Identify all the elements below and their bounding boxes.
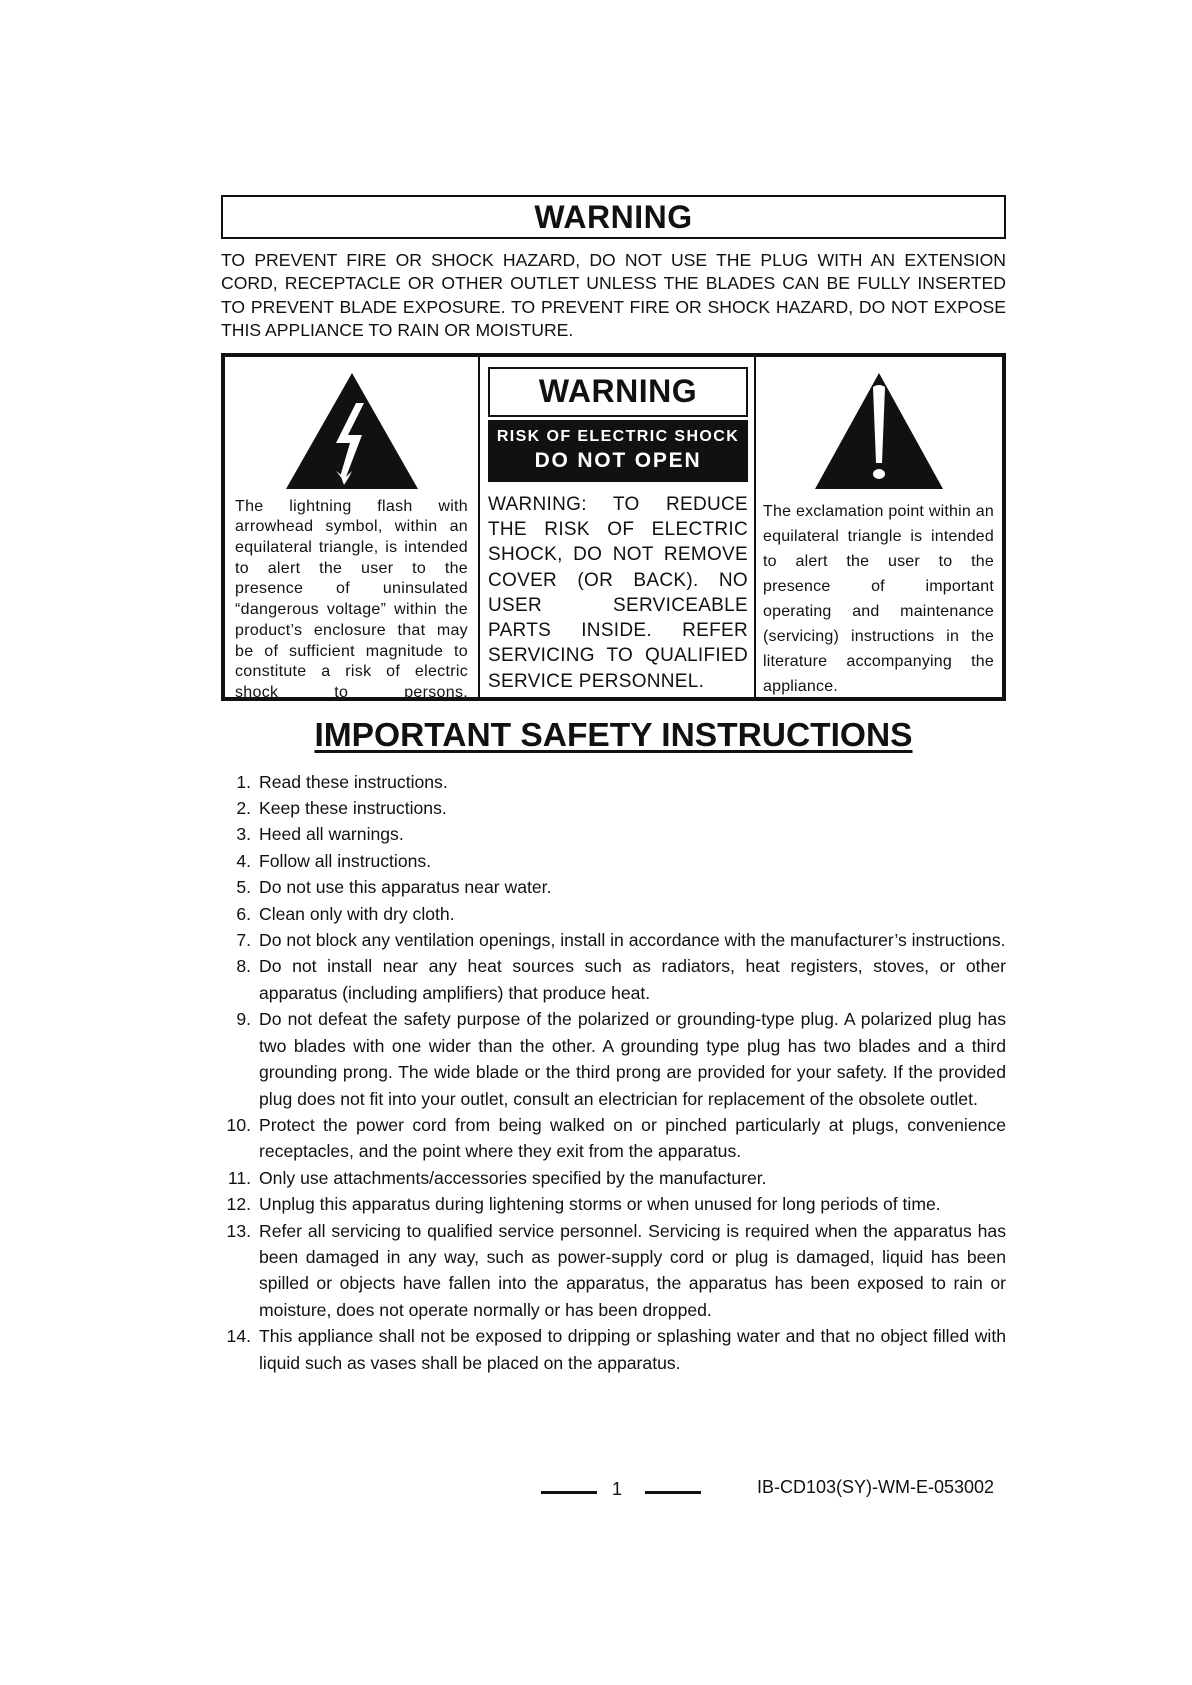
instruction-text: Keep these instructions. [259,798,447,819]
instruction-text: Follow all instructions. [259,850,432,871]
exclamation-column [756,357,1002,697]
center-warning-column [480,357,756,697]
warning-header: WARNING [221,195,1006,239]
instruction-item [221,821,1006,847]
instruction-text: Do not defeat the safety purpose of the polarized or grounding-type plug. A polarized plug has two blades with one wider than the other. A grounding type plug has two blades and a third grounding prong. The wide blade or the third prong are provided for your safety. If the provided plug does not fit into your outlet, consult an electrician for replacement of the obsolete outlet. [259,1009,1006,1109]
document-id: IB-CD103(SY)-WM-E-053002 [757,1477,995,1497]
instruction-number: 12. [226,1194,251,1215]
instruction-item [221,953,1006,1006]
instruction-text: Protect the power cord from being walked on or pinched particularly at plugs, convenience receptacles, and the point where they exit from the apparatus. [259,1114,1006,1162]
shock-warning-line1: RISK OF ELECTRIC SHOCK [496,428,740,446]
instruction-text: Do not block any ventilation openings, install in accordance with the manufacturer’s instructions. [259,930,1006,951]
page-number: 1 [612,1479,623,1499]
inner-warning-title: WARNING [488,367,748,417]
exclamation-triangle-icon [815,373,943,489]
instruction-number: 6. [236,903,251,924]
manual-page [221,195,1006,1376]
instruction-item [221,1112,1006,1165]
instruction-item [221,927,1006,953]
instruction-item [221,1006,1006,1112]
safety-instructions-title: IMPORTANT SAFETY INSTRUCTIONS [314,716,913,754]
instruction-item [221,795,1006,821]
instruction-number: 7. [236,930,251,951]
footer-dash-left [541,1491,597,1494]
instruction-text: This appliance shall not be exposed to dripping or splashing water and that no object filled with liquid such as vases shall be placed on the apparatus. [259,1326,1006,1373]
instruction-text: Clean only with dry cloth. [259,903,455,924]
instruction-text: Do not install near any heat sources such as radiators, heat registers, stoves, or other apparatus (including amplifiers) that produce heat. [259,956,1006,1003]
instruction-item [221,1218,1006,1324]
lightning-explanation: The lightning flash with arrowhead symbol, within an equilateral triangle, is intended to alert the user to the presence of uninsulated “dangerous voltage” within the product’s enclosure that may be of sufficient magnitude to constitute a risk of electric shock to persons. [235,497,468,701]
instruction-number: 4. [236,850,251,871]
instruction-number: 13. [226,1220,251,1241]
instruction-number: 10. [226,1114,251,1135]
instruction-item [221,874,1006,900]
warning-box [221,353,1006,701]
instruction-number: 2. [236,798,251,819]
instruction-item [221,1191,1006,1217]
lightning-triangle-icon [286,373,418,489]
instruction-number: 8. [236,956,251,977]
instruction-text: Refer all servicing to qualified service personnel. Servicing is required when the apparatus has been damaged in any way, such as power-supply cord or plug is damaged, liquid has been spilled or objects have fallen into the apparatus, the apparatus has been exposed to rain or moisture, does not operate normally or has been dropped. [259,1220,1006,1320]
instruction-item [221,769,1006,795]
exclamation-explanation: The exclamation point within an equilateral triangle is intended to alert the user to the presence of important operating and maintenance (servicing) instructions in the literature accompanying the appliance. [763,502,994,695]
instruction-text: Only use attachments/accessories specified by the manufacturer. [259,1167,767,1188]
instruction-number: 9. [236,1009,251,1030]
instruction-item [221,848,1006,874]
center-warning-text: WARNING: TO REDUCE THE RISK OF ELECTRIC SHOCK, DO NOT REMOVE COVER (OR BACK). NO USER SERVICEABLE PARTS INSIDE. REFER SERVICING TO QUALIFIED SERVICE PERSONNEL. [488,493,748,692]
instruction-text: Read these instructions. [259,771,448,792]
instruction-text: Do not use this apparatus near water. [259,877,552,898]
lightning-column [225,357,480,701]
warning-paragraph: TO PREVENT FIRE OR SHOCK HAZARD, DO NOT USE THE PLUG WITH AN EXTENSION CORD, RECEPTACLE OR OTHER OUTLET UNLESS THE BLADES CAN BE FULLY INSERTED TO PREVENT BLADE EXPOSURE. TO PREVENT FIRE OR SHOCK HAZARD, DO NOT EXPOSE THIS APPLIANCE TO RAIN OR MOISTURE. [221,250,1006,341]
instruction-text: Unplug this apparatus during lightening storms or when unused for long periods of time. [259,1194,941,1215]
instruction-item [221,1323,1006,1376]
instruction-item [221,1165,1006,1191]
footer-dash-right [645,1491,701,1494]
instruction-number: 5. [236,877,251,898]
instruction-number: 11. [227,1167,251,1188]
instruction-text: Heed all warnings. [259,824,404,845]
shock-warning-line2: DO NOT OPEN [534,449,702,473]
instruction-number: 3. [236,824,251,845]
instruction-item [221,901,1006,927]
page-footer [0,1479,1192,1509]
instruction-number: 14. [226,1326,251,1347]
instruction-number: 1. [236,771,251,792]
instruction-list [221,769,1006,1376]
shock-warning-label [488,420,748,482]
